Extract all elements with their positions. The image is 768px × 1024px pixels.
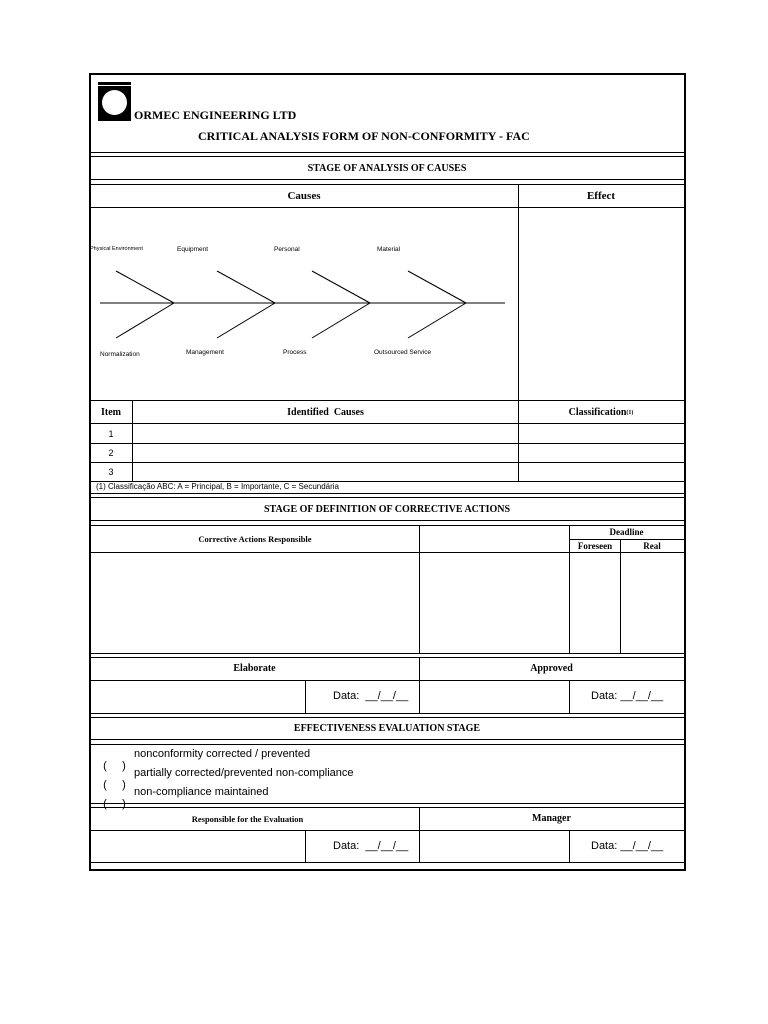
divider <box>132 401 133 481</box>
divider <box>90 680 684 681</box>
form-title: CRITICAL ANALYSIS FORM OF NON-CONFORMITY - FAC <box>198 129 530 143</box>
divider <box>518 401 519 481</box>
fishbone-diagram <box>90 208 518 400</box>
fishbone-bone <box>312 271 370 303</box>
company-name: ORMEC ENGINEERING LTD <box>134 108 297 122</box>
item-header: Item <box>101 407 121 418</box>
divider <box>90 653 684 654</box>
option-label: non-compliance maintained <box>134 786 269 798</box>
identified-causes-header: Identified Causes <box>287 407 364 418</box>
divider <box>90 739 684 740</box>
fishbone-bone <box>217 271 275 303</box>
table-row-number: 3 <box>108 467 114 477</box>
option-checkbox[interactable]: ( ) <box>103 798 126 810</box>
approved-date: Data: __/__/__ <box>591 690 664 702</box>
elaborate-date: Data: __/__/__ <box>333 690 409 702</box>
elaborate-header: Elaborate <box>233 663 276 674</box>
row-divider <box>90 443 684 444</box>
fishbone-bone <box>408 271 466 303</box>
fishbone-label: Management <box>186 349 224 356</box>
divider <box>90 552 684 553</box>
divider <box>518 185 519 400</box>
logo-circle-icon <box>102 90 127 115</box>
foreseen-header: Foreseen <box>577 541 613 551</box>
divider <box>90 400 684 401</box>
divider <box>90 493 684 494</box>
table-row-number: 1 <box>108 429 114 439</box>
classification-footnote: (1) Classificação ABC: A = Principal, B = Importante, C = Secundária <box>96 482 340 491</box>
table-row-number: 2 <box>108 448 114 458</box>
divider <box>90 423 684 424</box>
divider <box>90 152 684 153</box>
divider <box>419 526 420 653</box>
classification-label: Classification <box>568 407 627 418</box>
divider <box>305 680 306 713</box>
manager-header: Manager <box>532 813 571 824</box>
deadline-header: Deadline <box>609 527 644 537</box>
section-title-effectiveness: EFFECTIVENESS EVALUATION STAGE <box>293 722 481 734</box>
effect-header: Effect <box>586 190 616 202</box>
real-header: Real <box>643 541 661 551</box>
divider <box>419 658 420 713</box>
divider <box>620 539 621 653</box>
causes-header: Causes <box>287 190 321 202</box>
fishbone-label: Normalization <box>100 351 140 358</box>
divider <box>419 808 420 863</box>
fishbone-bone <box>116 303 174 338</box>
section-title-causes: STAGE OF ANALYSIS OF CAUSES <box>307 162 467 174</box>
fishbone-label: Physical Environment <box>90 246 143 252</box>
divider <box>90 179 684 180</box>
divider <box>90 497 684 498</box>
fishbone-label: Outsourced Service <box>374 349 432 356</box>
classification-header <box>519 402 683 423</box>
logo-stripe <box>98 85 131 86</box>
option-label: partially corrected/prevented non-compliance <box>134 767 354 779</box>
fishbone-bone <box>312 303 370 338</box>
divider <box>569 680 570 713</box>
divider <box>90 156 684 157</box>
fishbone-label: Process <box>283 349 307 356</box>
option-checkbox[interactable]: ( ) <box>103 760 126 772</box>
divider <box>569 830 570 863</box>
divider <box>90 862 684 863</box>
section-title-corrective: STAGE OF DEFINITION OF CORRECTIVE ACTIONS <box>263 503 511 515</box>
divider <box>90 713 684 714</box>
fishbone-bone <box>116 271 174 303</box>
option-checkbox[interactable]: ( ) <box>103 779 126 791</box>
fishbone-bone <box>408 303 466 338</box>
manager-date: Data: __/__/__ <box>591 840 664 852</box>
divider <box>90 830 684 831</box>
responsible-evaluation-header: Responsible for the Evaluation <box>191 813 304 824</box>
divider <box>90 520 684 521</box>
divider <box>305 830 306 863</box>
approved-header: Approved <box>530 663 573 674</box>
actions-responsible-header: Corrective Actions Responsible <box>198 534 312 544</box>
divider <box>90 803 684 804</box>
classification-footnote-ref: (1) <box>626 409 634 416</box>
divider <box>90 744 684 745</box>
row-divider <box>90 462 684 463</box>
fishbone-bone <box>217 303 275 338</box>
fishbone-label: Personal <box>274 246 300 253</box>
fishbone-label: Material <box>377 246 401 253</box>
company-logo <box>98 82 131 121</box>
option-label: nonconformity corrected / prevented <box>134 748 311 760</box>
fishbone-label: Equipment <box>177 246 209 253</box>
evaluation-date: Data: __/__/__ <box>333 840 409 852</box>
